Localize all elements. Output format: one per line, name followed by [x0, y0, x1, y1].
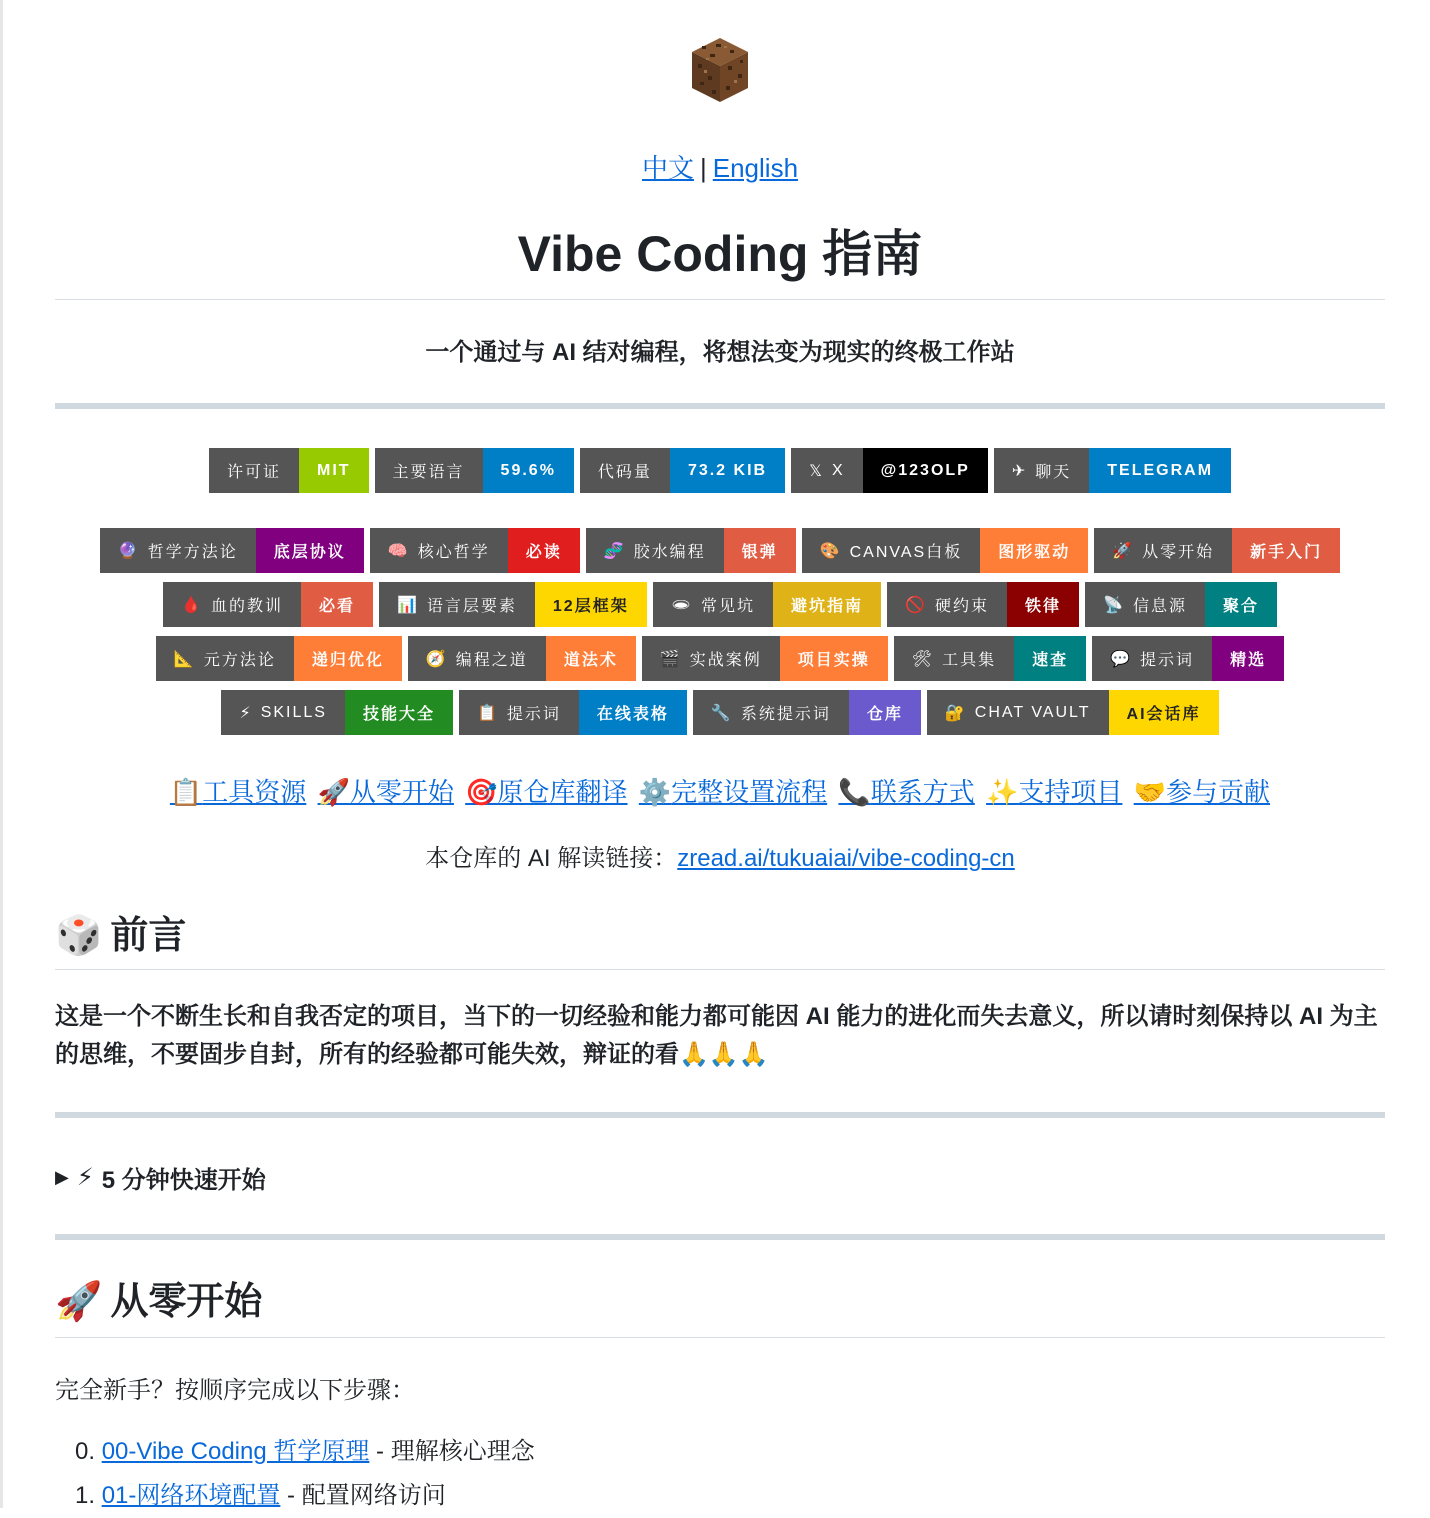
nav-link-label: 支持项目: [1018, 777, 1123, 807]
badge[interactable]: [209, 448, 369, 493]
divider: [55, 403, 1385, 409]
badge-icon: 🔐: [944, 704, 967, 722]
badge-icon: 🛠: [911, 650, 935, 668]
badge-label-text: 胶水编程: [633, 544, 706, 561]
badge-value: 递归优化: [294, 636, 402, 681]
badge[interactable]: [580, 448, 785, 493]
preface-heading-text: 前言: [110, 915, 187, 957]
badge[interactable]: [156, 636, 402, 681]
badge[interactable]: [802, 528, 1089, 573]
badge[interactable]: [100, 528, 364, 573]
lang-zh-link[interactable]: 中文: [641, 153, 694, 183]
badge-icon: ✈: [1011, 462, 1028, 480]
nav-link-icon: 📋: [169, 777, 203, 807]
badge-label-text: 系统提示词: [740, 706, 831, 723]
badge-icon: 🎬: [659, 650, 682, 668]
badge[interactable]: [927, 690, 1219, 735]
badge-value: 银弹: [724, 528, 796, 573]
title-divider: [55, 299, 1385, 300]
badge-row-4: [55, 690, 1385, 735]
heading-divider: [55, 1337, 1385, 1338]
lightning-icon: ⚡: [76, 1164, 94, 1191]
nav-link-label: 原仓库翻译: [497, 777, 628, 807]
zread-label: 本仓库的 AI 解读链接：: [425, 845, 678, 872]
badge-value: 道法术: [546, 636, 636, 681]
badge[interactable]: [994, 448, 1231, 493]
nav-link[interactable]: [318, 777, 454, 807]
badge-row-meta: [55, 448, 1385, 493]
nav-link[interactable]: [1134, 777, 1270, 807]
nav-link-label: 工具资源: [202, 777, 307, 807]
badge-label-text: CANVAS白板: [849, 544, 963, 561]
badge-label: [1085, 582, 1205, 627]
lang-separator: |: [699, 153, 707, 183]
nav-link-icon: 🚀: [317, 777, 350, 807]
badge[interactable]: [586, 528, 796, 573]
badge-label: [370, 528, 508, 573]
badge-label-text: 主要语言: [392, 464, 465, 481]
badge-label-text: 编程之道: [455, 652, 528, 669]
badge-label: [927, 690, 1109, 735]
badge-label: [379, 582, 535, 627]
badge-label-text: 许可证: [226, 464, 281, 481]
list-item: [75, 1430, 535, 1474]
badge-label: [375, 448, 483, 493]
badge[interactable]: [1085, 582, 1277, 627]
badge-label-text: 核心哲学: [417, 544, 490, 561]
nav-link[interactable]: [838, 777, 974, 807]
badge-row-2: [55, 582, 1385, 627]
badge-value: 避坑指南: [773, 582, 881, 627]
badge-label: [209, 448, 299, 493]
badge-label-text: 代码量: [597, 464, 652, 481]
start-heading: [55, 1278, 262, 1326]
badge-label-text: 哲学方法论: [147, 544, 238, 561]
badge[interactable]: [894, 636, 1086, 681]
badge-icon: 🧭: [425, 650, 448, 668]
badge-label: [887, 582, 1007, 627]
badge-value: 项目实操: [780, 636, 888, 681]
badge-label: [642, 636, 780, 681]
badge[interactable]: [653, 582, 881, 627]
badge-icon: 🕳: [670, 596, 694, 614]
badge-label-text: 血的教训: [210, 598, 283, 615]
badge-label-text: 信息源: [1132, 598, 1187, 615]
badge-icon: 🚀: [1112, 542, 1135, 560]
badge-icon: 🔮: [117, 542, 140, 560]
badge-value: 铁律: [1007, 582, 1079, 627]
lang-en-link[interactable]: English: [712, 153, 799, 183]
badge-label-text: CHAT VAULT: [974, 703, 1091, 721]
nav-link-label: 完整设置流程: [671, 777, 828, 807]
badge[interactable]: [221, 690, 453, 735]
badge-value: 59.6%: [483, 448, 574, 493]
start-intro: 完全新手？按顺序完成以下步骤：: [55, 1377, 415, 1404]
rocket-icon: 🚀: [55, 1281, 103, 1323]
divider: [55, 1112, 1385, 1118]
quickstart-details-toggle[interactable]: [55, 1160, 266, 1195]
badge-value: 精选: [1212, 636, 1284, 681]
badge-value: MIT: [299, 448, 369, 493]
badge-label-text: 提示词: [1140, 652, 1195, 669]
nav-link-icon: ✨: [986, 777, 1019, 807]
divider: [55, 1234, 1385, 1240]
heading-divider: [55, 969, 1385, 970]
badge-icon: 📐: [173, 650, 196, 668]
badge-label-text: 工具集: [942, 652, 997, 669]
dice-icon: 🎲: [55, 915, 103, 957]
badge-label: [586, 528, 724, 573]
badge-value: 73.2 KIB: [670, 448, 785, 493]
badge[interactable]: [370, 528, 580, 573]
badge[interactable]: [408, 636, 636, 681]
badge[interactable]: [163, 582, 373, 627]
step-desc: - 理解核心理念: [369, 1438, 535, 1465]
nav-link[interactable]: [465, 777, 627, 807]
badge[interactable]: [1094, 528, 1340, 573]
badge-icon: 💬: [1110, 650, 1133, 668]
nav-link-icon: ⚙️: [638, 777, 672, 807]
badge-label-text: 从零开始: [1142, 544, 1215, 561]
list-item: [75, 1474, 535, 1518]
preface-text: 这是一个不断生长和自我否定的项目，当下的一切经验和能力都可能因 AI 能力的进化而失去意义，所以请时刻保持以 AI 为主的思维，不要固步自封，所有的经验都可能失效，辩证的看🙏🙏🙏: [55, 1003, 1378, 1068]
badge[interactable]: [693, 690, 921, 735]
left-border: [0, 0, 3, 1508]
badge-icon: 📡: [1103, 596, 1125, 614]
badge-label: [156, 636, 294, 681]
badge-label-text: 元方法论: [203, 652, 276, 669]
disclosure-triangle-icon: ▶: [55, 1167, 69, 1187]
badge-icon: 📊: [396, 596, 419, 614]
badge-label-text: 实战案例: [689, 652, 762, 669]
nav-link[interactable]: [639, 777, 827, 807]
badge-value: 仓库: [849, 690, 921, 735]
badge-value: 新手入门: [1232, 528, 1340, 573]
step-number: 0.: [75, 1438, 102, 1465]
step-number: 1.: [75, 1482, 102, 1509]
badge-value: 底层协议: [256, 528, 364, 573]
quick-nav-links: [55, 772, 1385, 809]
step-link[interactable]: 01-网络环境配置: [101, 1482, 281, 1509]
badge-icon: 🩸: [181, 596, 203, 614]
badge[interactable]: [375, 448, 574, 493]
nav-link-icon: 📞: [838, 777, 871, 807]
nav-link[interactable]: [986, 777, 1122, 807]
badge-label: [100, 528, 256, 573]
badge-label: [791, 448, 863, 493]
badge-value: 12层框架: [535, 582, 647, 627]
page-title: Vibe Coding 指南: [517, 226, 923, 282]
language-switcher: [55, 148, 1385, 185]
badge-value: @123OLP: [863, 448, 988, 493]
badge-label: [994, 448, 1089, 493]
start-heading-text: 从零开始: [110, 1281, 263, 1323]
badge[interactable]: [1092, 636, 1284, 681]
badge[interactable]: [642, 636, 888, 681]
nav-link-label: 从零开始: [349, 777, 454, 807]
badge-value: AI会话库: [1109, 690, 1219, 735]
badge-label: [163, 582, 301, 627]
badge-label: [653, 582, 773, 627]
badge-value: 必看: [301, 582, 373, 627]
badge[interactable]: [791, 448, 988, 493]
badge-icon: 🧬: [603, 542, 626, 560]
badge-icon: 🔧: [710, 704, 733, 722]
badge[interactable]: [379, 582, 647, 627]
nav-link[interactable]: [170, 777, 306, 807]
badge-label: [459, 690, 579, 735]
badge-value: 必读: [508, 528, 580, 573]
nav-link-icon: 🎯: [465, 777, 498, 807]
badge-value: 聚合: [1205, 582, 1277, 627]
badge-value: 在线表格: [579, 690, 687, 735]
badge-row-1: [55, 528, 1385, 573]
nav-link-label: 联系方式: [870, 777, 975, 807]
zread-line: [55, 838, 1385, 873]
badge-icon: 🎨: [819, 542, 842, 560]
badge-icon: 📋: [476, 704, 499, 722]
nav-link-label: 参与贡献: [1166, 777, 1271, 807]
badge-label-text: 硬约束: [934, 598, 989, 615]
badge-label-text: 语言层要素: [426, 598, 517, 615]
badge-label: [408, 636, 546, 681]
badge-value: 技能大全: [345, 690, 453, 735]
badge-label-text: 提示词: [506, 706, 561, 723]
badge-label: [894, 636, 1014, 681]
badge-icon: 𝕏: [809, 462, 824, 480]
badge-label: [580, 448, 670, 493]
badge-row-3: [55, 636, 1385, 681]
badge-icon: 🧠: [387, 542, 410, 560]
zread-link[interactable]: zread.ai/tukuaiai/vibe-coding-cn: [677, 845, 1015, 872]
badge-label: [802, 528, 981, 573]
page-subtitle: 一个通过与 AI 结对编程，将想法变为现实的终极工作站: [425, 339, 1015, 366]
preface-heading: [55, 912, 186, 960]
dirt-block-logo: [690, 36, 750, 104]
badge-label-text: SKILLS: [260, 703, 327, 721]
badge-value: 图形驱动: [980, 528, 1088, 573]
badge-label-text: X: [831, 461, 845, 479]
badge-value: 速查: [1014, 636, 1086, 681]
badge[interactable]: [887, 582, 1079, 627]
badge[interactable]: [459, 690, 687, 735]
badge-value: TELEGRAM: [1089, 448, 1231, 493]
step-link[interactable]: 00-Vibe Coding 哲学原理: [101, 1438, 370, 1465]
badge-label-text: 常见坑: [701, 598, 756, 615]
step-desc: - 配置网络访问: [280, 1482, 446, 1509]
nav-link-icon: 🤝: [1133, 777, 1167, 807]
badge-label: [221, 690, 345, 735]
start-steps-list: [75, 1430, 535, 1518]
badge-icon: 🚫: [905, 596, 927, 614]
badge-label: [1094, 528, 1232, 573]
badge-label: [693, 690, 849, 735]
badge-label: [1092, 636, 1212, 681]
badge-label-text: 聊天: [1035, 464, 1072, 481]
quickstart-label: 5 分钟快速开始: [101, 1167, 266, 1194]
badge-icon: ⚡: [239, 704, 253, 722]
